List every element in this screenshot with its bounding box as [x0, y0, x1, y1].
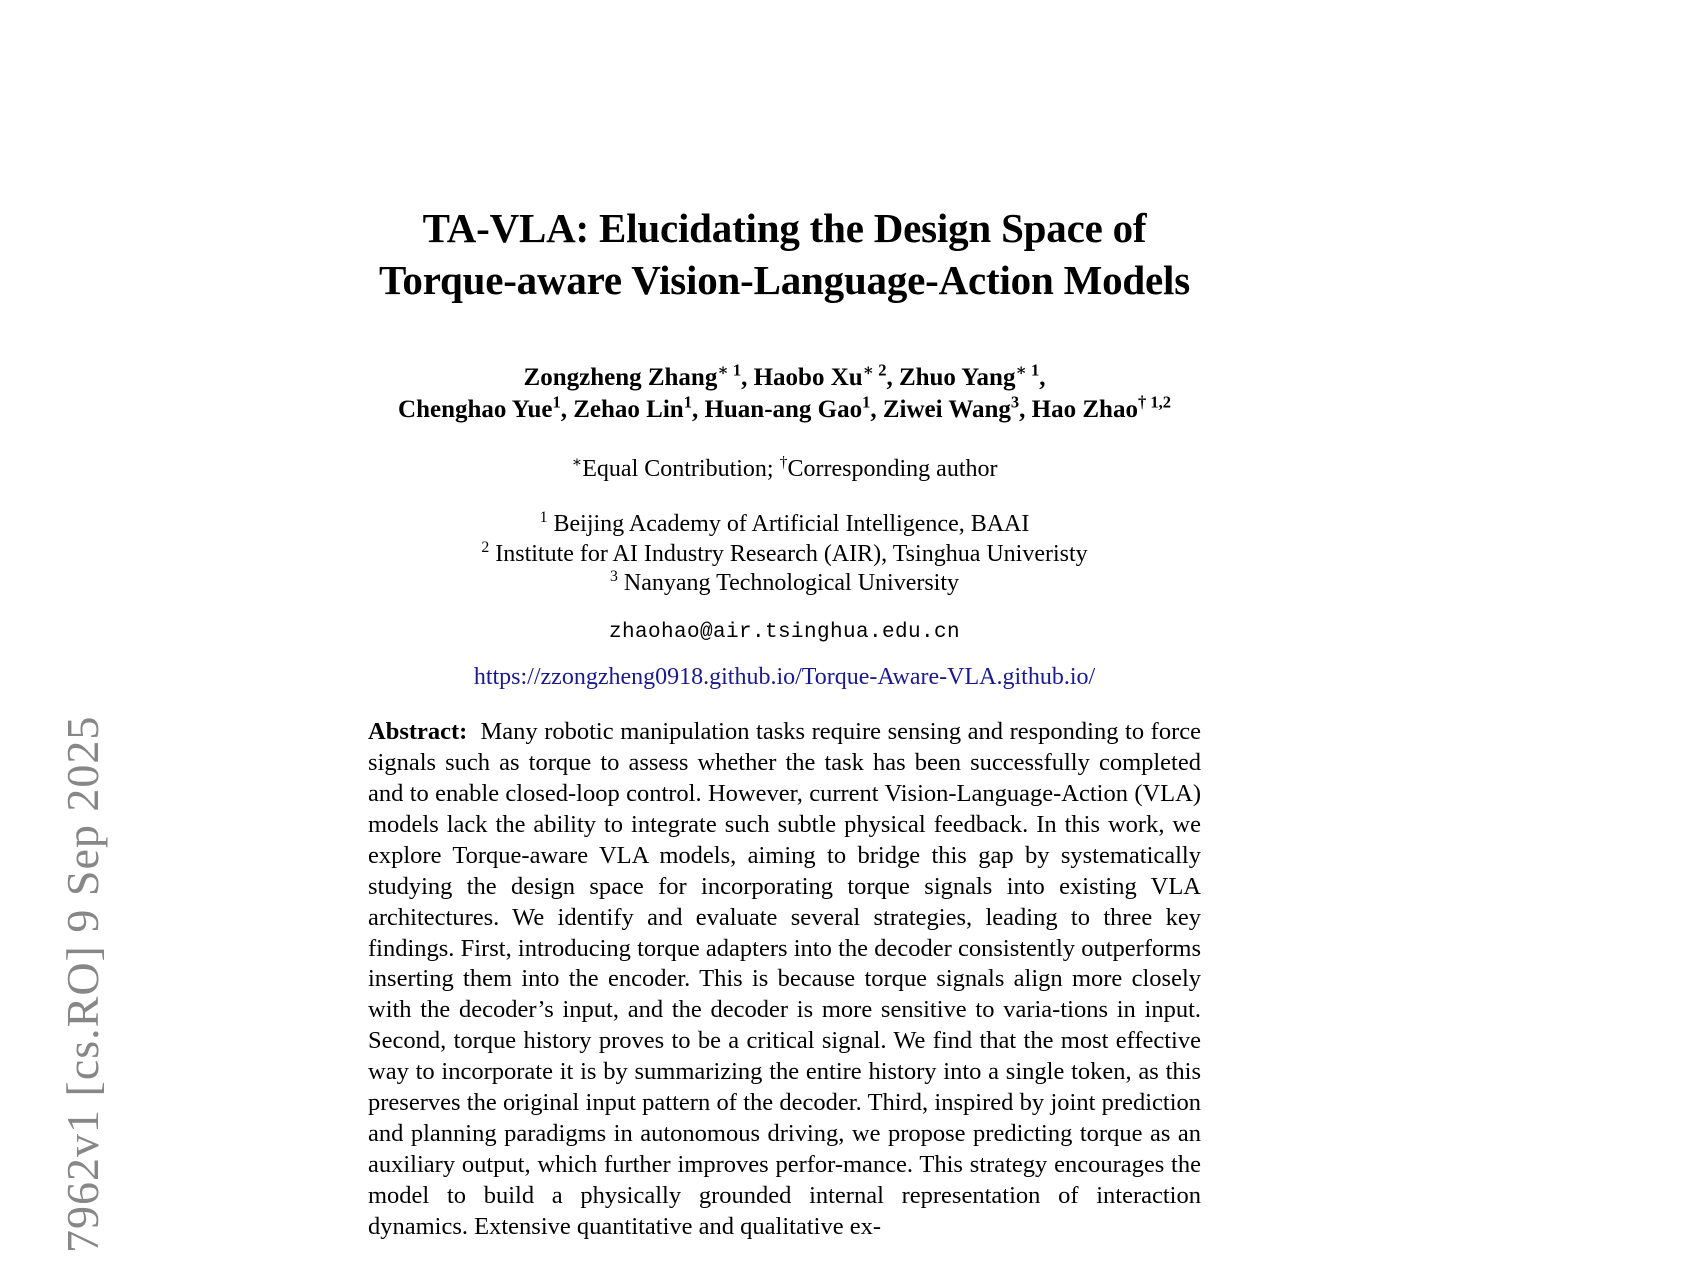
affiliation-index: 1: [539, 508, 548, 526]
affiliation-item: $^2$ Institute for AI Industry Research (AIR), Tsinghua Univeristy: [481, 538, 1088, 567]
affiliation-item: $^1$ Beijing Academy of Artificial Intelligence, BAAI: [539, 508, 1030, 537]
corresponding-author-marker: †: [779, 454, 788, 472]
affiliation-index: 3: [609, 568, 618, 586]
paper-content-column: [368, 0, 1201, 1243]
title-line-2: Torque-aware Vision-Language-Action Models: [379, 257, 1190, 304]
affiliation-item: $^3$ Nanyang Technological University: [609, 568, 960, 597]
title-line-1: TA-VLA: Elucidating the Design Space of: [422, 205, 1147, 251]
equal-contribution-marker: ∗: [571, 454, 583, 472]
author-affiliation-marker: 1: [683, 392, 692, 412]
author-affiliation-marker: ∗ 2: [862, 360, 887, 380]
author-list: [368, 306, 1201, 426]
affiliation-list: [368, 484, 1201, 599]
author-line-2: Chenghao Yue$^1$, Zehao Lin$^1$, Huan-ang Gao$^1$, Ziwei Wang$^3$, Hao Zhao$^{\dagger 1,2}$: [398, 392, 1171, 424]
author-affiliation-marker: † 1,2: [1137, 392, 1171, 412]
contact-email: zhaohao@air.tsinghua.edu.cn: [608, 621, 961, 645]
author-line-1: Zongzheng Zhang$^{∗ 1}$, Haobo $Xu^{∗ 2}$, Zhuo Yang$^{∗ 1}$,: [523, 360, 1046, 392]
abstract-section: [368, 691, 1201, 1242]
author-affiliation-marker: ∗ 1: [717, 360, 742, 380]
abstract-label: Abstract:: [368, 718, 468, 746]
author-affiliation-marker: 1: [552, 392, 561, 412]
contribution-note: ∗Equal Contribution; †Corresponding author: [571, 454, 998, 483]
abstract-body: Many robotic manipulation tasks require sensing and responding to force signals such as torque to assess whether the task has been successfully completed and to enable closed-loop control. However, current Vision-Language-Action (VLA) models lack the ability to integrate such subtle physical feedback. In this work, we explore Torque-aware VLA models, aiming to bridge this gap by systematically studying the design space for incorporating torque signals into existing VLA architectures. We identify and evaluate several strategies, leading to three key findings. First, introducing torque adapters into the decoder consistently outperforms inserting them into the encoder. This is because torque signals align more closely with the decoder’s input, and the decoder is more sensitive to varia-tions in input. Second, torque history proves to be a critical signal. We find that the most effective way to incorporate it is by summarizing the entire history into a single token, as this preserves the original input pattern of the decoder. Third, inspired by joint prediction and planning paradigms in autonomous driving, we propose predicting torque as an auxiliary output, which further improves perfor-mance. This strategy encourages the model to build a physically grounded internal representation of interaction dynamics. Extensive quantitative and qualitative ex-: [368, 718, 1201, 1240]
author-affiliation-marker: 1: [862, 392, 871, 412]
project-page-link[interactable]: https://zzongzheng0918.github.io/Torque-Aware-VLA.github.io/: [473, 664, 1096, 691]
author-affiliation-marker: ∗ 1: [1015, 360, 1040, 380]
page-title: [368, 0, 1201, 306]
affiliation-index: 2: [481, 538, 490, 556]
arxiv-identifier-stamp: 7962v1 [cs.RO] 9 Sep 2025: [57, 715, 108, 1253]
author-affiliation-marker: 3: [1010, 392, 1020, 412]
